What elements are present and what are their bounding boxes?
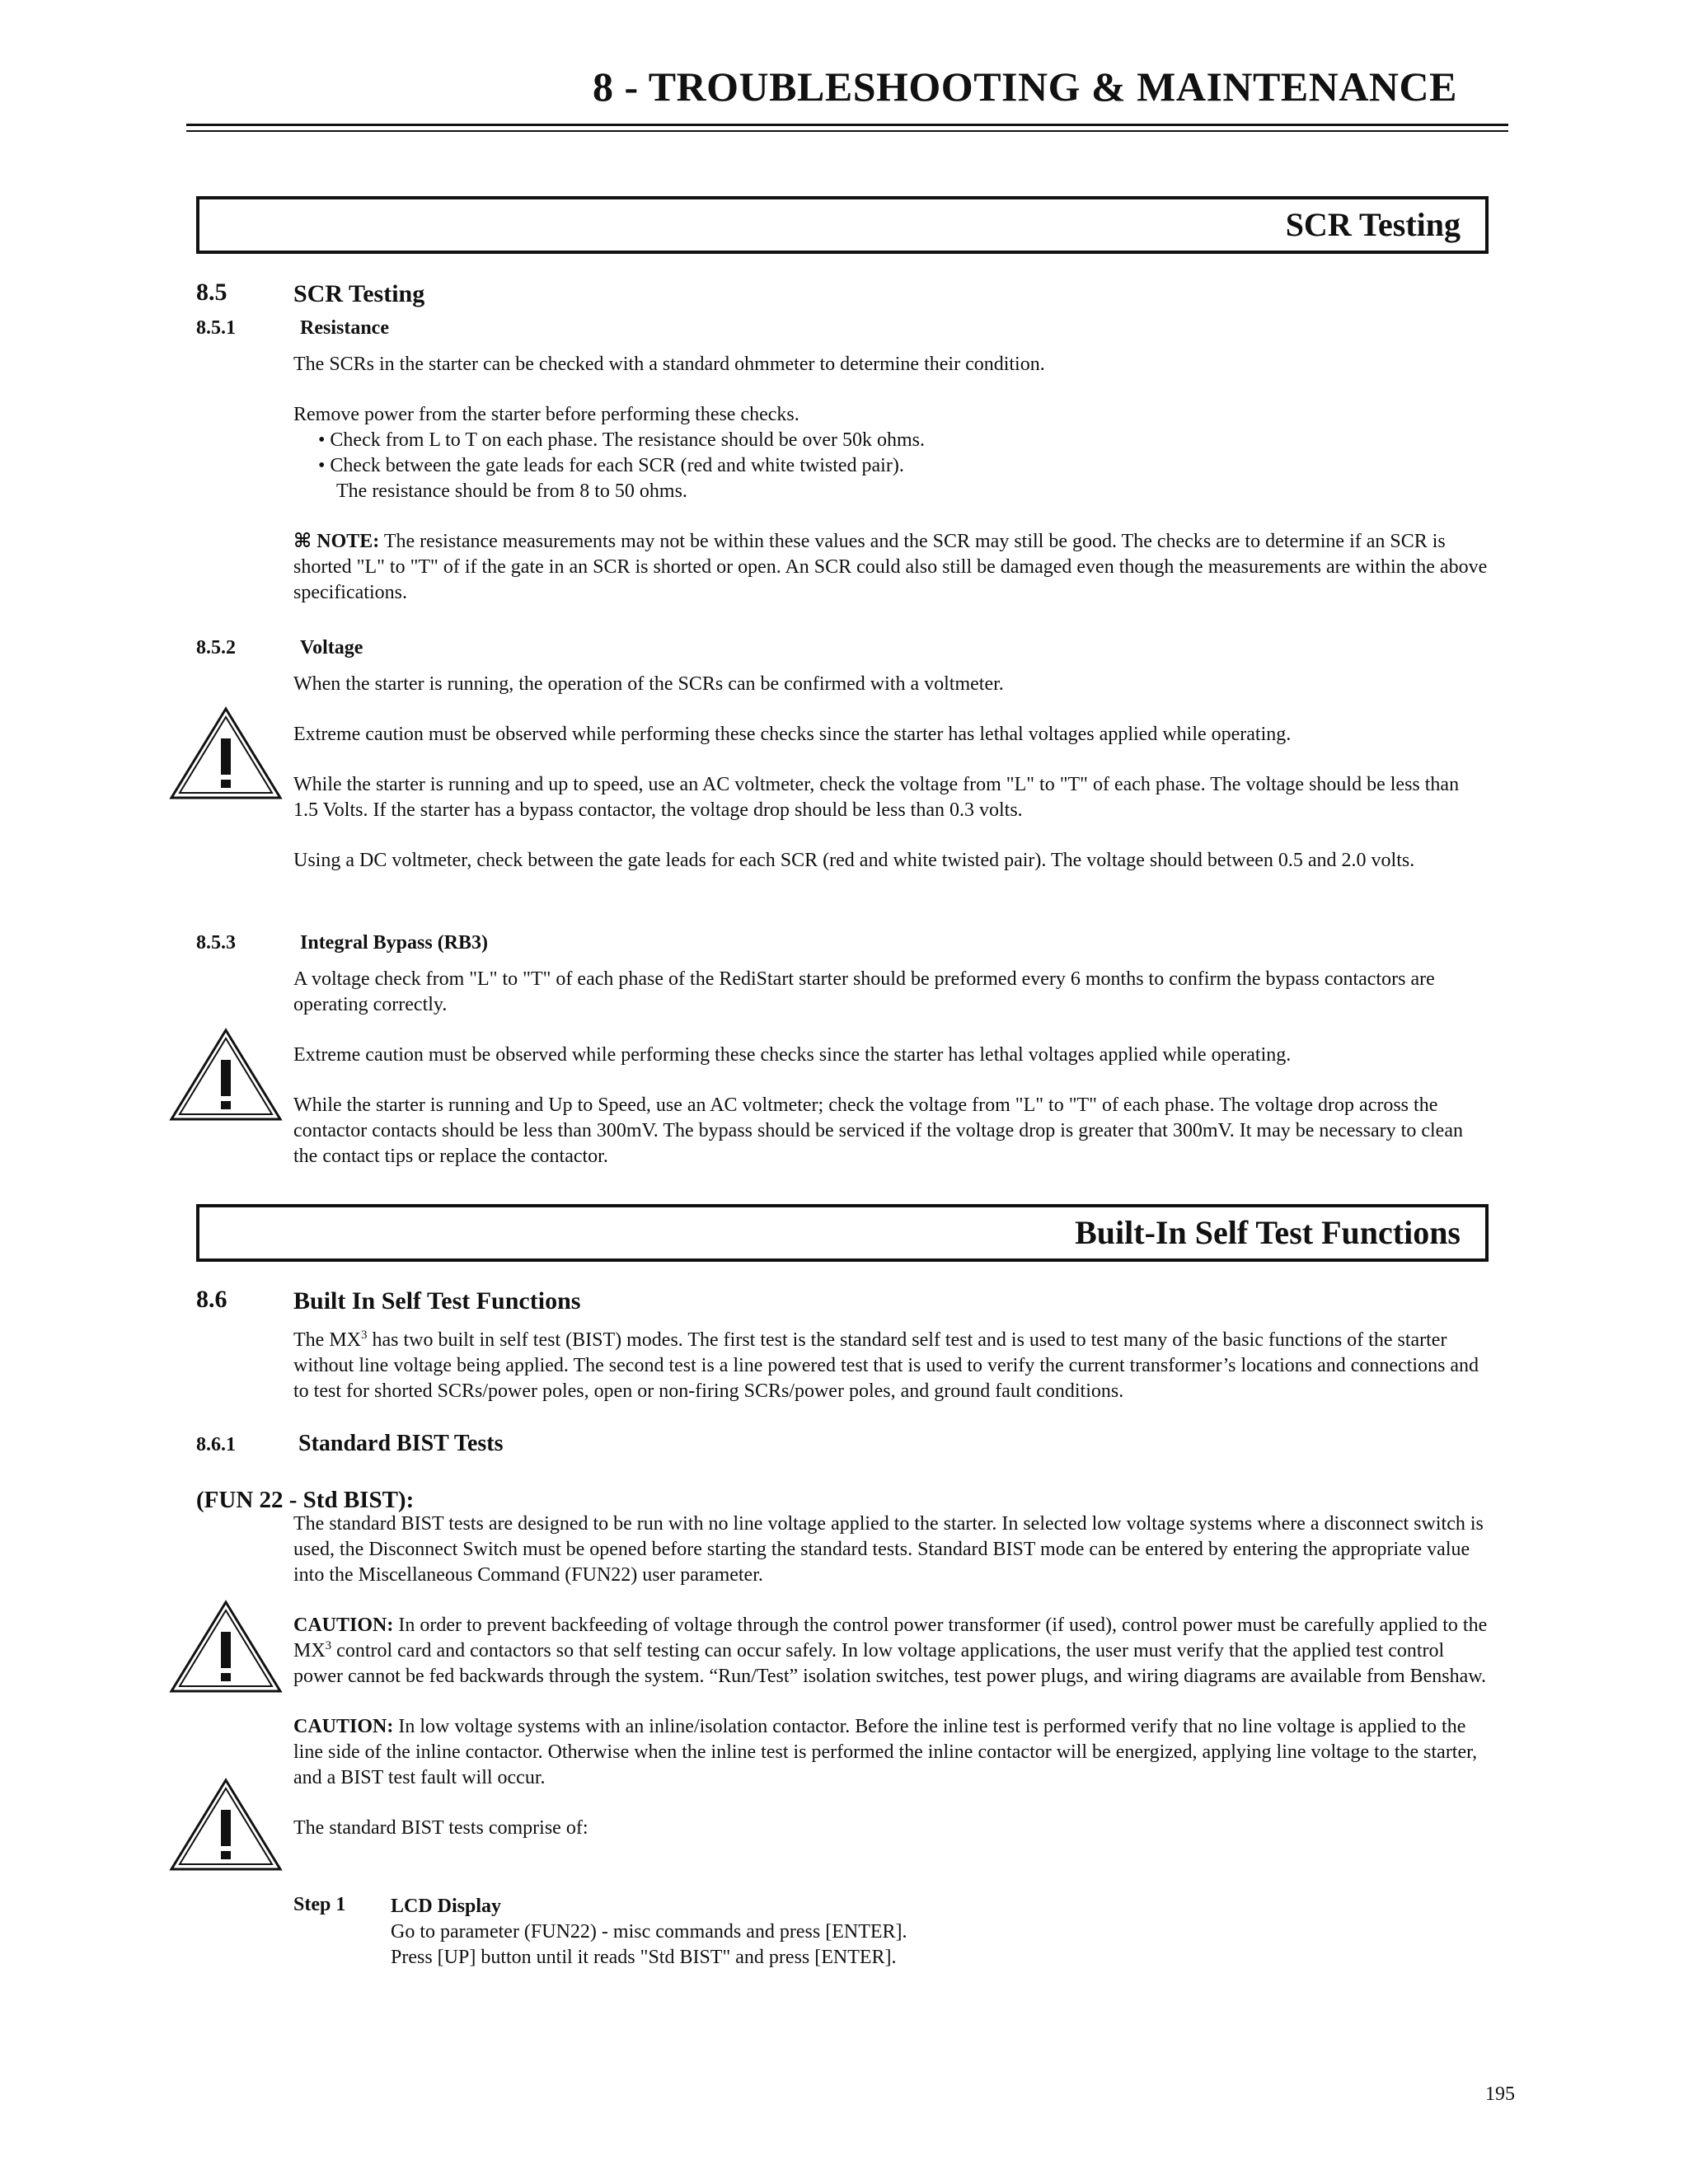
- note-label: NOTE:: [316, 531, 380, 552]
- paragraph: The SCRs in the starter can be checked with a standard ohmmeter to determine their condition.: [293, 354, 1045, 375]
- header-rule-thin: [186, 130, 1508, 132]
- warning-icon: [168, 1027, 284, 1124]
- caution-label: CAUTION:: [293, 1716, 394, 1737]
- warning-icon: [168, 705, 284, 803]
- section-box-bist: [196, 1204, 1489, 1262]
- std-bist-body: [293, 1511, 1489, 1841]
- page-number: 195: [1485, 2083, 1515, 2105]
- paragraph: Remove power from the starter before performing these checks.: [293, 404, 799, 425]
- warning-icon: [168, 1599, 284, 1696]
- step-label: Step 1: [293, 1894, 346, 1915]
- paragraph: While the starter is running and up to speed, use an AC voltmeter, check the voltage from "L" to "T" of each phase. The voltage should be less than 1.5 Volts. If the starter has a bypass contactor, the voltage drop should be less than 0.3 volts.: [293, 774, 1460, 821]
- bullet-item: • Check from L to T on each phase. The resistance should be over 50k ohms.: [318, 429, 926, 451]
- subsection-heading: Integral Bypass (RB3): [300, 932, 489, 954]
- step-title: LCD Display: [391, 1896, 502, 1917]
- section-number: 8.6: [196, 1286, 227, 1313]
- step-line: Go to parameter (FUN22) - misc commands and press [ENTER].: [391, 1921, 907, 1943]
- subsection-number: 8.5.3: [196, 932, 236, 954]
- chapter-title: 8 - TROUBLESHOOTING & MAINTENANCE: [592, 63, 1457, 110]
- subsection-number: 8.5.2: [196, 637, 236, 658]
- subsection-heading: Voltage: [300, 637, 363, 658]
- note-paragraph: [293, 529, 1489, 606]
- bullet-continuation: The resistance should be from 8 to 50 ohms.: [336, 480, 687, 502]
- subsection-number: 8.6.1: [196, 1434, 236, 1455]
- resistance-body: [293, 352, 1489, 606]
- paragraph: [293, 1328, 1489, 1404]
- subsection-heading: Standard BIST Tests: [298, 1431, 504, 1456]
- paragraph: Extreme caution must be observed while performing these checks since the starter has lethal voltages applied while operating.: [293, 724, 1292, 745]
- caution-paragraph: [293, 1714, 1489, 1791]
- section-box-title: SCR Testing: [1285, 206, 1461, 243]
- section-box-scr-testing: [196, 196, 1489, 254]
- fun-heading: (FUN 22 - Std BIST):: [196, 1487, 415, 1513]
- intro-text: The MX: [293, 1329, 361, 1351]
- paragraph: While the starter is running and Up to Speed, use an AC voltmeter; check the voltage from "L" to "T" of each phase. The voltage drop across the contactor contacts should be less than 300mV. The bypass should be serviced if the voltage drop is greater that 300mV. It may be necessary to clean the contact tips or replace the contactor.: [293, 1094, 1463, 1167]
- header-rule-thick: [186, 124, 1508, 126]
- warning-icon: [168, 1777, 284, 1874]
- paragraph: Extreme caution must be observed while performing these checks since the starter has lethal voltages applied while operating.: [293, 1044, 1292, 1066]
- bullet-item: • Check between the gate leads for each SCR (red and white twisted pair).: [318, 455, 904, 476]
- subsection-number: 8.5.1: [196, 317, 236, 339]
- note-symbol-icon: ⌘: [293, 531, 312, 552]
- caution-text: In order to prevent backfeeding of voltage through the control power transformer (if used), control power must be carefully applied to the MX: [293, 1615, 1488, 1661]
- section-heading: SCR Testing: [293, 280, 425, 307]
- section-box-title: Built-In Self Test Functions: [1075, 1214, 1461, 1251]
- paragraph: The standard BIST tests comprise of:: [293, 1817, 588, 1839]
- subsection-heading: Resistance: [300, 317, 389, 339]
- superscript: 3: [325, 1639, 332, 1652]
- note-text: The resistance measurements may not be within these values and the SCR may still be good. The checks are to determine if an SCR is shorted "L" to "T" of if the gate in an SCR is shorted or open. An SCR could also still be damaged even though the measurements are within the above specifications.: [293, 531, 1488, 603]
- paragraph: Using a DC voltmeter, check between the gate leads for each SCR (red and white twisted pair). The voltage should between 0.5 and 2.0 volts.: [293, 850, 1415, 871]
- section-heading: Built In Self Test Functions: [293, 1287, 581, 1315]
- step-body: [391, 1894, 1487, 1971]
- paragraph: A voltage check from "L" to "T" of each phase of the RediStart starter should be preformed every 6 months to confirm the bypass contactors are operating correctly.: [293, 968, 1435, 1015]
- caution-text: control card and contactors so that self testing can occur safely. In low voltage applications, the user must verify that the applied test control power cannot be fed backwards through the system. “Run/Test” isolation switches, test power plugs, and wiring diagrams are available from Benshaw.: [293, 1640, 1487, 1687]
- section-number: 8.5: [196, 279, 227, 306]
- paragraph: When the starter is running, the operation of the SCRs can be confirmed with a voltmeter.: [293, 673, 1004, 695]
- bypass-body: [293, 967, 1489, 1169]
- voltage-body: [293, 672, 1489, 874]
- caution-paragraph: [293, 1613, 1489, 1690]
- superscript: 3: [360, 1329, 368, 1342]
- bist-intro: [293, 1328, 1489, 1404]
- caution-text: In low voltage systems with an inline/isolation contactor. Before the inline test is performed verify that no line voltage is applied to the line side of the inline contactor. Otherwise when the inline test is performed the inline contactor will be energized, applying line voltage to the starter, and a BIST test fault will occur.: [293, 1716, 1478, 1788]
- step-line: Press [UP] button until it reads "Std BIST" and press [ENTER].: [391, 1947, 897, 1968]
- paragraph: The standard BIST tests are designed to be run with no line voltage applied to the starter. In selected low voltage systems where a disconnect switch is used, the Disconnect Switch must be opened before starting the standard tests. Standard BIST mode can be entered by entering the appropriate value into the Miscellaneous Command (FUN22) user parameter.: [293, 1513, 1484, 1586]
- caution-label: CAUTION:: [293, 1615, 394, 1636]
- intro-text: has two built in self test (BIST) modes. The first test is the standard self test and is used to test many of the basic functions of the starter without line voltage being applied. The second test is a line powered test that is used to verify the current transformer’s locations and connections and to test for shorted SCRs/power poles, open or non-firing SCRs/power poles, and ground fault conditions.: [293, 1329, 1479, 1402]
